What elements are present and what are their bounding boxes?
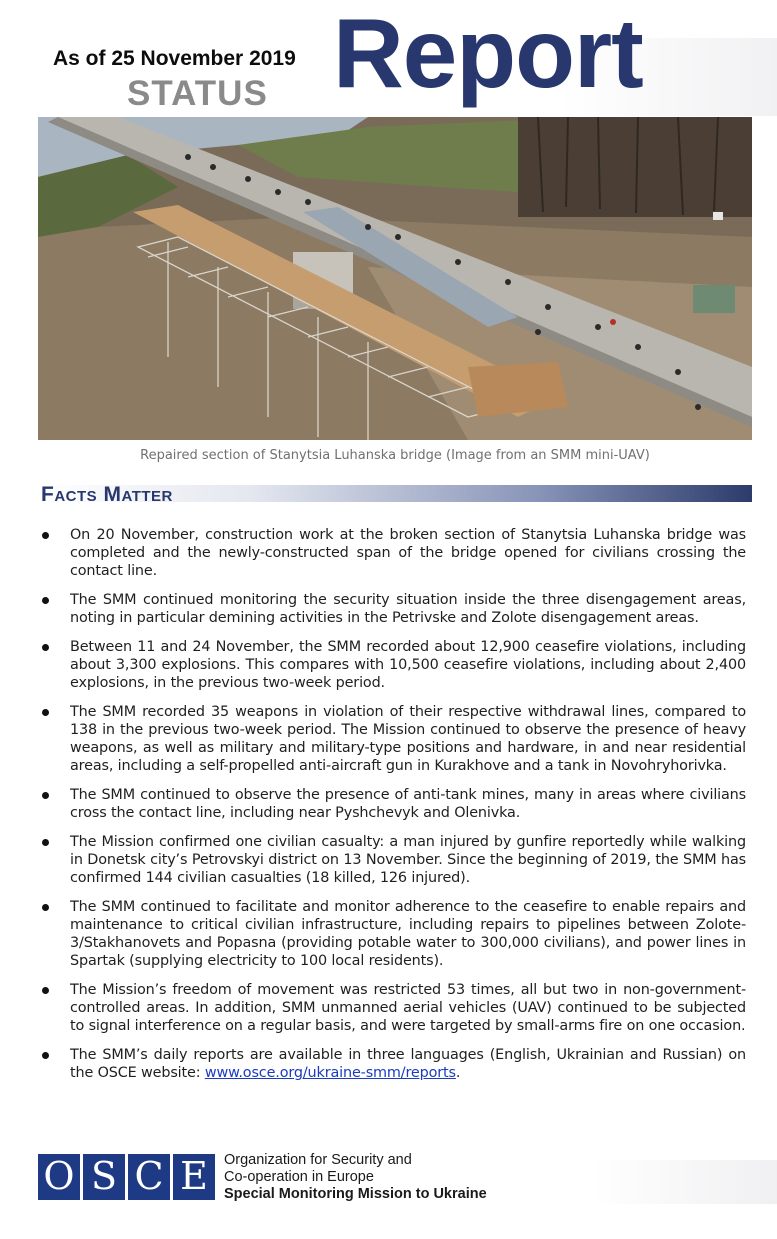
logo-letter: S [83, 1154, 125, 1200]
bridge-photo-illustration [38, 117, 752, 440]
bullet-text: The Mission’s freedom of movement was restricted 53 times, all but two in non-government-controlled areas. In addition, SMM unmanned aerial vehicles (UAV) continued to be subjected to signal interference on a regular basis, and were targeted by small-arms fire on one occasion. [70, 982, 746, 1034]
bullet-text: The SMM’s daily reports are available in three languages (English, Ukrainian and Russian) on the OSCE website: [70, 1047, 746, 1081]
bridge-photo [38, 117, 752, 440]
list-item [38, 591, 746, 627]
bullet-icon [42, 709, 49, 716]
bullet-icon [42, 1052, 49, 1059]
footer-gradient [590, 1160, 777, 1204]
bullet-icon [42, 597, 49, 604]
bullet-icon [42, 987, 49, 994]
bullet-text: Between 11 and 24 November, the SMM recorded about 12,900 ceasefire violations, including about 3,300 explosions. This compares with 10,500 ceasefire violations, including about 2,400 explosions, in the previous two-week period. [70, 639, 746, 691]
report-title: Report [333, 0, 643, 108]
bullet-icon [42, 532, 49, 539]
logo-letter: E [173, 1154, 215, 1200]
list-item [38, 981, 746, 1035]
logo-letter: C [128, 1154, 170, 1200]
list-item [38, 786, 746, 822]
org-line-3: Special Monitoring Mission to Ukraine [224, 1186, 487, 1202]
status-label: STATUS [127, 74, 268, 113]
section-title: Facts Matter [41, 483, 173, 506]
list-item [38, 833, 746, 887]
reports-link[interactable]: www.osce.org/ukraine-smm/reports [204, 1065, 456, 1081]
list-item [38, 638, 746, 692]
list-item [38, 898, 746, 970]
bullet-text: The SMM continued to observe the presence of anti-tank mines, many in areas where civilians cross the contact line, including near Pyshchevyk and Olenivka. [70, 787, 746, 821]
report-date: As of 25 November 2019 [53, 47, 296, 70]
bullet-text: On 20 November, construction work at the broken section of Stanytsia Luhanska bridge was completed and the newly-constructed span of the bridge opened for civilians crossing the contact line. [70, 527, 746, 579]
list-item [38, 1046, 746, 1082]
photo-caption: Repaired section of Stanytsia Luhanska bridge (Image from an SMM mini-UAV) [140, 448, 650, 463]
bullet-icon [42, 644, 49, 651]
bullet-icon [42, 839, 49, 846]
org-line-2: Co-operation in Europe [224, 1169, 374, 1185]
bullet-text-end: . [455, 1065, 461, 1081]
bullet-text: The SMM continued monitoring the security situation inside the three disengagement areas, noting in particular demining activities in the Petrivske and Zolote disengagement areas. [70, 592, 746, 626]
organization-name [224, 1152, 487, 1203]
bullet-text: The Mission confirmed one civilian casualty: a man injured by gunfire reportedly while walking in Donetsk city’s Petrovskyi district on 13 November. Since the beginning of 2019, the SMM has confirmed 144 civilian casualties (18 killed, 126 injured). [70, 834, 746, 886]
list-item [38, 526, 746, 580]
osce-logo [38, 1154, 218, 1200]
logo-letter: O [38, 1154, 80, 1200]
facts-list [38, 526, 746, 1093]
bullet-text: The SMM continued to facilitate and monitor adherence to the ceasefire to enable repairs and maintenance to critical civilian infrastructure, including repairs to pipelines between Zolote-3/Stakhanovets and Popasna (providing potable water to 300,000 civilians), and power lines in Spartak (supplying electricity to 100 local residents). [70, 899, 746, 969]
bullet-text: The SMM recorded 35 weapons in violation of their respective withdrawal lines, compared to 138 in the previous two-week period. The Mission continued to observe the presence of heavy weapons, as well as military and military-type positions and hardware, in and near residential areas, including a self-propelled anti-aircraft gun in Kurakhove and a tank in Novohryhorivka. [70, 704, 746, 774]
list-item [38, 703, 746, 775]
bullet-icon [42, 792, 49, 799]
bullet-icon [42, 904, 49, 911]
org-line-1: Organization for Security and [224, 1152, 412, 1168]
